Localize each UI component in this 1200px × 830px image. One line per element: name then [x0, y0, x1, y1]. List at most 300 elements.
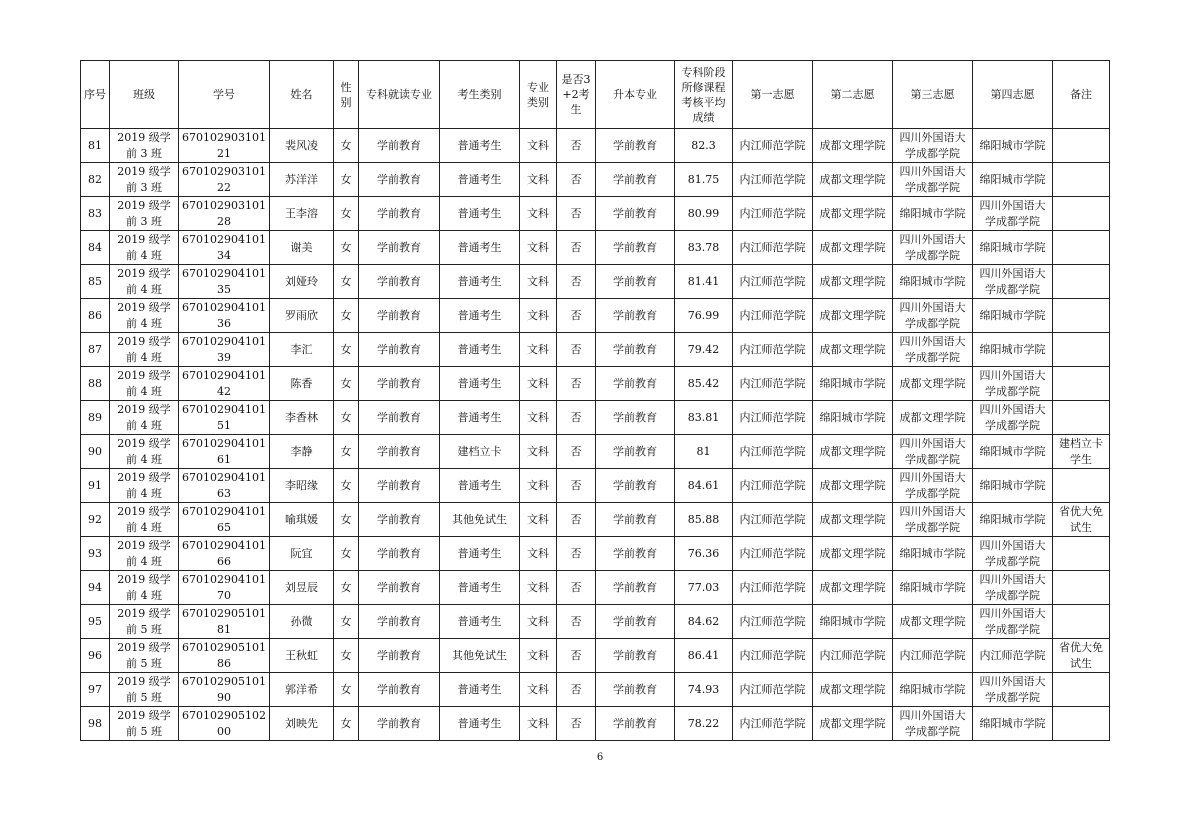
- cell-choice2: 成都文理学院: [813, 129, 893, 163]
- cell-is-3plus2: 否: [557, 469, 596, 503]
- cell-candidate-type: 普通考生: [440, 537, 520, 571]
- cell-name: 王秋虹: [270, 639, 334, 673]
- cell-college-major: 学前教育: [359, 707, 440, 741]
- cell-choice3: 绵阳城市学院: [893, 571, 973, 605]
- cell-seq: 84: [81, 231, 110, 265]
- page-number: 6: [596, 752, 604, 763]
- cell-college-major: 学前教育: [359, 401, 440, 435]
- cell-choice1: 内江师范学院: [733, 367, 813, 401]
- cell-target-major: 学前教育: [596, 537, 675, 571]
- cell-is-3plus2: 否: [557, 537, 596, 571]
- cell-remarks: [1053, 571, 1110, 605]
- cell-avg-score: 84.61: [675, 469, 733, 503]
- cell-remarks: [1053, 163, 1110, 197]
- cell-seq: 86: [81, 299, 110, 333]
- cell-class: 2019 级学前 4 班: [110, 299, 179, 333]
- cell-choice1: 内江师范学院: [733, 163, 813, 197]
- cell-class: 2019 级学前 4 班: [110, 231, 179, 265]
- table-row: [81, 571, 1110, 605]
- cell-target-major: 学前教育: [596, 673, 675, 707]
- cell-college-major: 学前教育: [359, 469, 440, 503]
- cell-major-category: 文科: [520, 163, 557, 197]
- cell-college-major: 学前教育: [359, 163, 440, 197]
- cell-remarks: 省优大免试生: [1053, 503, 1110, 537]
- cell-student-id: 67010290310121: [179, 129, 270, 163]
- cell-student-id: 67010290410135: [179, 265, 270, 299]
- student-table: [80, 60, 1110, 741]
- cell-major-category: 文科: [520, 673, 557, 707]
- cell-choice1: 内江师范学院: [733, 537, 813, 571]
- cell-target-major: 学前教育: [596, 265, 675, 299]
- header-gender: 性别: [334, 61, 359, 129]
- cell-name: 刘娅玲: [270, 265, 334, 299]
- cell-is-3plus2: 否: [557, 265, 596, 299]
- cell-class: 2019 级学前 4 班: [110, 537, 179, 571]
- cell-name: 刘映先: [270, 707, 334, 741]
- table-row: [81, 197, 1110, 231]
- cell-target-major: 学前教育: [596, 707, 675, 741]
- cell-choice1: 内江师范学院: [733, 299, 813, 333]
- cell-name: 刘昱辰: [270, 571, 334, 605]
- cell-remarks: [1053, 401, 1110, 435]
- cell-student-id: 67010290410139: [179, 333, 270, 367]
- cell-target-major: 学前教育: [596, 435, 675, 469]
- cell-choice2: 成都文理学院: [813, 571, 893, 605]
- cell-gender: 女: [334, 673, 359, 707]
- cell-candidate-type: 普通考生: [440, 571, 520, 605]
- cell-remarks: [1053, 299, 1110, 333]
- header-name: 姓名: [270, 61, 334, 129]
- table-row: [81, 605, 1110, 639]
- cell-avg-score: 85.42: [675, 367, 733, 401]
- cell-avg-score: 84.62: [675, 605, 733, 639]
- cell-college-major: 学前教育: [359, 197, 440, 231]
- cell-choice4: 四川外国语大学成都学院: [973, 197, 1053, 231]
- cell-candidate-type: 普通考生: [440, 367, 520, 401]
- cell-choice3: 四川外国语大学成都学院: [893, 707, 973, 741]
- cell-name: 王李溶: [270, 197, 334, 231]
- cell-class: 2019 级学前 4 班: [110, 503, 179, 537]
- cell-choice4: 绵阳城市学院: [973, 435, 1053, 469]
- cell-remarks: [1053, 265, 1110, 299]
- cell-class: 2019 级学前 5 班: [110, 605, 179, 639]
- table-row: [81, 231, 1110, 265]
- cell-choice3: 四川外国语大学成都学院: [893, 231, 973, 265]
- cell-student-id: 67010290410170: [179, 571, 270, 605]
- cell-choice1: 内江师范学院: [733, 197, 813, 231]
- cell-candidate-type: 其他免试生: [440, 639, 520, 673]
- cell-seq: 91: [81, 469, 110, 503]
- cell-name: 喻琪媛: [270, 503, 334, 537]
- cell-is-3plus2: 否: [557, 571, 596, 605]
- cell-name: 李汇: [270, 333, 334, 367]
- cell-choice2: 成都文理学院: [813, 435, 893, 469]
- cell-major-category: 文科: [520, 435, 557, 469]
- cell-choice1: 内江师范学院: [733, 605, 813, 639]
- cell-avg-score: 82.3: [675, 129, 733, 163]
- cell-class: 2019 级学前 5 班: [110, 707, 179, 741]
- cell-class: 2019 级学前 4 班: [110, 367, 179, 401]
- header-student-id: 学号: [179, 61, 270, 129]
- cell-choice1: 内江师范学院: [733, 707, 813, 741]
- cell-seq: 96: [81, 639, 110, 673]
- cell-gender: 女: [334, 163, 359, 197]
- cell-choice2: 绵阳城市学院: [813, 605, 893, 639]
- cell-choice1: 内江师范学院: [733, 503, 813, 537]
- table-row: [81, 163, 1110, 197]
- cell-avg-score: 83.81: [675, 401, 733, 435]
- cell-choice4: 绵阳城市学院: [973, 333, 1053, 367]
- cell-is-3plus2: 否: [557, 673, 596, 707]
- cell-name: 李静: [270, 435, 334, 469]
- cell-candidate-type: 普通考生: [440, 129, 520, 163]
- cell-is-3plus2: 否: [557, 299, 596, 333]
- cell-choice4: 四川外国语大学成都学院: [973, 673, 1053, 707]
- cell-candidate-type: 其他免试生: [440, 503, 520, 537]
- cell-seq: 87: [81, 333, 110, 367]
- cell-seq: 83: [81, 197, 110, 231]
- cell-candidate-type: 普通考生: [440, 605, 520, 639]
- cell-avg-score: 81.75: [675, 163, 733, 197]
- cell-name: 罗雨欣: [270, 299, 334, 333]
- cell-is-3plus2: 否: [557, 401, 596, 435]
- cell-is-3plus2: 否: [557, 435, 596, 469]
- cell-student-id: 67010290310122: [179, 163, 270, 197]
- cell-major-category: 文科: [520, 707, 557, 741]
- cell-candidate-type: 普通考生: [440, 163, 520, 197]
- cell-target-major: 学前教育: [596, 197, 675, 231]
- cell-choice2: 成都文理学院: [813, 231, 893, 265]
- cell-major-category: 文科: [520, 265, 557, 299]
- cell-name: 李昭缘: [270, 469, 334, 503]
- cell-remarks: [1053, 197, 1110, 231]
- cell-major-category: 文科: [520, 401, 557, 435]
- header-choice2: 第二志愿: [813, 61, 893, 129]
- cell-college-major: 学前教育: [359, 129, 440, 163]
- cell-class: 2019 级学前 5 班: [110, 639, 179, 673]
- cell-avg-score: 74.93: [675, 673, 733, 707]
- cell-target-major: 学前教育: [596, 469, 675, 503]
- table-row: [81, 707, 1110, 741]
- cell-major-category: 文科: [520, 639, 557, 673]
- cell-is-3plus2: 否: [557, 367, 596, 401]
- cell-gender: 女: [334, 571, 359, 605]
- cell-seq: 90: [81, 435, 110, 469]
- cell-gender: 女: [334, 503, 359, 537]
- cell-seq: 92: [81, 503, 110, 537]
- cell-seq: 97: [81, 673, 110, 707]
- cell-choice2: 成都文理学院: [813, 537, 893, 571]
- cell-candidate-type: 普通考生: [440, 265, 520, 299]
- cell-college-major: 学前教育: [359, 605, 440, 639]
- cell-gender: 女: [334, 707, 359, 741]
- cell-student-id: 67010290310128: [179, 197, 270, 231]
- table-row: [81, 537, 1110, 571]
- cell-gender: 女: [334, 129, 359, 163]
- header-choice1: 第一志愿: [733, 61, 813, 129]
- cell-choice2: 成都文理学院: [813, 197, 893, 231]
- cell-avg-score: 83.78: [675, 231, 733, 265]
- cell-choice4: 绵阳城市学院: [973, 129, 1053, 163]
- table-row: [81, 333, 1110, 367]
- cell-name: 陈香: [270, 367, 334, 401]
- cell-choice3: 四川外国语大学成都学院: [893, 299, 973, 333]
- cell-choice2: 内江师范学院: [813, 639, 893, 673]
- cell-major-category: 文科: [520, 537, 557, 571]
- cell-college-major: 学前教育: [359, 673, 440, 707]
- cell-remarks: 建档立卡学生: [1053, 435, 1110, 469]
- cell-gender: 女: [334, 605, 359, 639]
- header-is-3plus2: 是否3+2考生: [557, 61, 596, 129]
- cell-choice2: 成都文理学院: [813, 333, 893, 367]
- cell-college-major: 学前教育: [359, 571, 440, 605]
- cell-avg-score: 76.99: [675, 299, 733, 333]
- cell-choice2: 绵阳城市学院: [813, 367, 893, 401]
- cell-choice4: 四川外国语大学成都学院: [973, 401, 1053, 435]
- cell-remarks: [1053, 367, 1110, 401]
- cell-major-category: 文科: [520, 503, 557, 537]
- cell-choice4: 四川外国语大学成都学院: [973, 265, 1053, 299]
- header-seq: 序号: [81, 61, 110, 129]
- table-body: [81, 129, 1110, 741]
- cell-choice4: 四川外国语大学成都学院: [973, 537, 1053, 571]
- cell-avg-score: 78.22: [675, 707, 733, 741]
- header-row: [81, 61, 1110, 129]
- cell-remarks: 省优大免试生: [1053, 639, 1110, 673]
- cell-choice4: 绵阳城市学院: [973, 299, 1053, 333]
- cell-is-3plus2: 否: [557, 129, 596, 163]
- cell-is-3plus2: 否: [557, 503, 596, 537]
- cell-choice2: 成都文理学院: [813, 299, 893, 333]
- cell-choice2: 成都文理学院: [813, 673, 893, 707]
- cell-choice2: 成都文理学院: [813, 707, 893, 741]
- cell-candidate-type: 普通考生: [440, 231, 520, 265]
- cell-candidate-type: 普通考生: [440, 197, 520, 231]
- cell-student-id: 67010290510186: [179, 639, 270, 673]
- table-row: [81, 265, 1110, 299]
- cell-choice1: 内江师范学院: [733, 639, 813, 673]
- cell-remarks: [1053, 605, 1110, 639]
- cell-student-id: 67010290510200: [179, 707, 270, 741]
- header-choice4: 第四志愿: [973, 61, 1053, 129]
- cell-choice3: 四川外国语大学成都学院: [893, 469, 973, 503]
- table-row: [81, 401, 1110, 435]
- header-remarks: 备注: [1053, 61, 1110, 129]
- cell-target-major: 学前教育: [596, 367, 675, 401]
- cell-avg-score: 80.99: [675, 197, 733, 231]
- cell-college-major: 学前教育: [359, 333, 440, 367]
- cell-choice1: 内江师范学院: [733, 435, 813, 469]
- table-row: [81, 435, 1110, 469]
- cell-seq: 94: [81, 571, 110, 605]
- table-row: [81, 129, 1110, 163]
- cell-class: 2019 级学前 5 班: [110, 673, 179, 707]
- cell-choice3: 四川外国语大学成都学院: [893, 333, 973, 367]
- cell-major-category: 文科: [520, 367, 557, 401]
- cell-target-major: 学前教育: [596, 639, 675, 673]
- cell-choice4: 绵阳城市学院: [973, 707, 1053, 741]
- cell-choice2: 成都文理学院: [813, 163, 893, 197]
- cell-choice4: 绵阳城市学院: [973, 503, 1053, 537]
- cell-gender: 女: [334, 333, 359, 367]
- cell-class: 2019 级学前 4 班: [110, 265, 179, 299]
- cell-major-category: 文科: [520, 469, 557, 503]
- cell-student-id: 67010290410166: [179, 537, 270, 571]
- header-target-major: 升本专业: [596, 61, 675, 129]
- cell-seq: 85: [81, 265, 110, 299]
- cell-choice3: 成都文理学院: [893, 401, 973, 435]
- cell-choice3: 绵阳城市学院: [893, 265, 973, 299]
- cell-gender: 女: [334, 299, 359, 333]
- cell-student-id: 67010290410134: [179, 231, 270, 265]
- cell-name: 苏洋洋: [270, 163, 334, 197]
- cell-major-category: 文科: [520, 197, 557, 231]
- table-row: [81, 673, 1110, 707]
- cell-college-major: 学前教育: [359, 435, 440, 469]
- cell-avg-score: 77.03: [675, 571, 733, 605]
- cell-candidate-type: 普通考生: [440, 299, 520, 333]
- cell-gender: 女: [334, 265, 359, 299]
- cell-class: 2019 级学前 3 班: [110, 163, 179, 197]
- cell-gender: 女: [334, 401, 359, 435]
- cell-avg-score: 79.42: [675, 333, 733, 367]
- table-row: [81, 367, 1110, 401]
- cell-candidate-type: 建档立卡: [440, 435, 520, 469]
- cell-choice3: 四川外国语大学成都学院: [893, 129, 973, 163]
- cell-choice4: 四川外国语大学成都学院: [973, 367, 1053, 401]
- cell-avg-score: 86.41: [675, 639, 733, 673]
- cell-choice3: 四川外国语大学成都学院: [893, 503, 973, 537]
- cell-name: 阮宜: [270, 537, 334, 571]
- cell-major-category: 文科: [520, 231, 557, 265]
- cell-choice3: 绵阳城市学院: [893, 197, 973, 231]
- cell-college-major: 学前教育: [359, 503, 440, 537]
- cell-choice4: 四川外国语大学成都学院: [973, 605, 1053, 639]
- table-row: [81, 503, 1110, 537]
- cell-is-3plus2: 否: [557, 639, 596, 673]
- header-candidate-type: 考生类别: [440, 61, 520, 129]
- cell-choice2: 绵阳城市学院: [813, 401, 893, 435]
- cell-remarks: [1053, 333, 1110, 367]
- cell-target-major: 学前教育: [596, 503, 675, 537]
- cell-target-major: 学前教育: [596, 401, 675, 435]
- cell-choice2: 成都文理学院: [813, 469, 893, 503]
- cell-choice2: 成都文理学院: [813, 265, 893, 299]
- cell-target-major: 学前教育: [596, 231, 675, 265]
- cell-major-category: 文科: [520, 605, 557, 639]
- header-major-category: 专业类别: [520, 61, 557, 129]
- cell-choice1: 内江师范学院: [733, 673, 813, 707]
- cell-candidate-type: 普通考生: [440, 401, 520, 435]
- cell-student-id: 67010290410151: [179, 401, 270, 435]
- cell-choice3: 绵阳城市学院: [893, 673, 973, 707]
- cell-seq: 81: [81, 129, 110, 163]
- cell-target-major: 学前教育: [596, 299, 675, 333]
- table-row: [81, 469, 1110, 503]
- cell-choice3: 成都文理学院: [893, 605, 973, 639]
- cell-name: 裴风凌: [270, 129, 334, 163]
- cell-class: 2019 级学前 4 班: [110, 401, 179, 435]
- table-row: [81, 639, 1110, 673]
- cell-student-id: 67010290510181: [179, 605, 270, 639]
- cell-gender: 女: [334, 639, 359, 673]
- cell-class: 2019 级学前 4 班: [110, 571, 179, 605]
- cell-choice4: 绵阳城市学院: [973, 469, 1053, 503]
- cell-choice1: 内江师范学院: [733, 571, 813, 605]
- cell-name: 孙微: [270, 605, 334, 639]
- cell-remarks: [1053, 673, 1110, 707]
- cell-choice3: 四川外国语大学成都学院: [893, 163, 973, 197]
- header-avg-score: 专科阶段所修课程考核平均成绩: [675, 61, 733, 129]
- cell-college-major: 学前教育: [359, 639, 440, 673]
- table-row: [81, 299, 1110, 333]
- cell-gender: 女: [334, 469, 359, 503]
- cell-is-3plus2: 否: [557, 333, 596, 367]
- cell-major-category: 文科: [520, 333, 557, 367]
- cell-candidate-type: 普通考生: [440, 673, 520, 707]
- cell-college-major: 学前教育: [359, 265, 440, 299]
- cell-remarks: [1053, 469, 1110, 503]
- cell-student-id: 67010290410142: [179, 367, 270, 401]
- cell-student-id: 67010290510190: [179, 673, 270, 707]
- cell-seq: 89: [81, 401, 110, 435]
- cell-student-id: 67010290410163: [179, 469, 270, 503]
- cell-choice3: 四川外国语大学成都学院: [893, 435, 973, 469]
- cell-seq: 98: [81, 707, 110, 741]
- cell-student-id: 67010290410165: [179, 503, 270, 537]
- cell-seq: 95: [81, 605, 110, 639]
- cell-is-3plus2: 否: [557, 605, 596, 639]
- cell-candidate-type: 普通考生: [440, 707, 520, 741]
- cell-remarks: [1053, 537, 1110, 571]
- cell-gender: 女: [334, 367, 359, 401]
- cell-choice4: 绵阳城市学院: [973, 231, 1053, 265]
- header-college-major: 专科就读专业: [359, 61, 440, 129]
- cell-class: 2019 级学前 4 班: [110, 469, 179, 503]
- cell-choice4: 绵阳城市学院: [973, 163, 1053, 197]
- cell-name: 谢美: [270, 231, 334, 265]
- cell-name: 郭洋希: [270, 673, 334, 707]
- cell-remarks: [1053, 707, 1110, 741]
- cell-choice2: 成都文理学院: [813, 503, 893, 537]
- cell-student-id: 67010290410161: [179, 435, 270, 469]
- cell-seq: 88: [81, 367, 110, 401]
- cell-gender: 女: [334, 435, 359, 469]
- header-choice3: 第三志愿: [893, 61, 973, 129]
- cell-student-id: 67010290410136: [179, 299, 270, 333]
- cell-choice3: 绵阳城市学院: [893, 537, 973, 571]
- cell-gender: 女: [334, 197, 359, 231]
- cell-choice1: 内江师范学院: [733, 129, 813, 163]
- cell-target-major: 学前教育: [596, 571, 675, 605]
- cell-is-3plus2: 否: [557, 197, 596, 231]
- cell-remarks: [1053, 231, 1110, 265]
- cell-target-major: 学前教育: [596, 129, 675, 163]
- cell-choice1: 内江师范学院: [733, 469, 813, 503]
- cell-choice3: 成都文理学院: [893, 367, 973, 401]
- cell-gender: 女: [334, 231, 359, 265]
- cell-avg-score: 85.88: [675, 503, 733, 537]
- cell-choice4: 四川外国语大学成都学院: [973, 571, 1053, 605]
- cell-avg-score: 81.41: [675, 265, 733, 299]
- cell-candidate-type: 普通考生: [440, 333, 520, 367]
- cell-avg-score: 76.36: [675, 537, 733, 571]
- cell-college-major: 学前教育: [359, 537, 440, 571]
- cell-target-major: 学前教育: [596, 163, 675, 197]
- cell-is-3plus2: 否: [557, 707, 596, 741]
- cell-major-category: 文科: [520, 299, 557, 333]
- cell-seq: 82: [81, 163, 110, 197]
